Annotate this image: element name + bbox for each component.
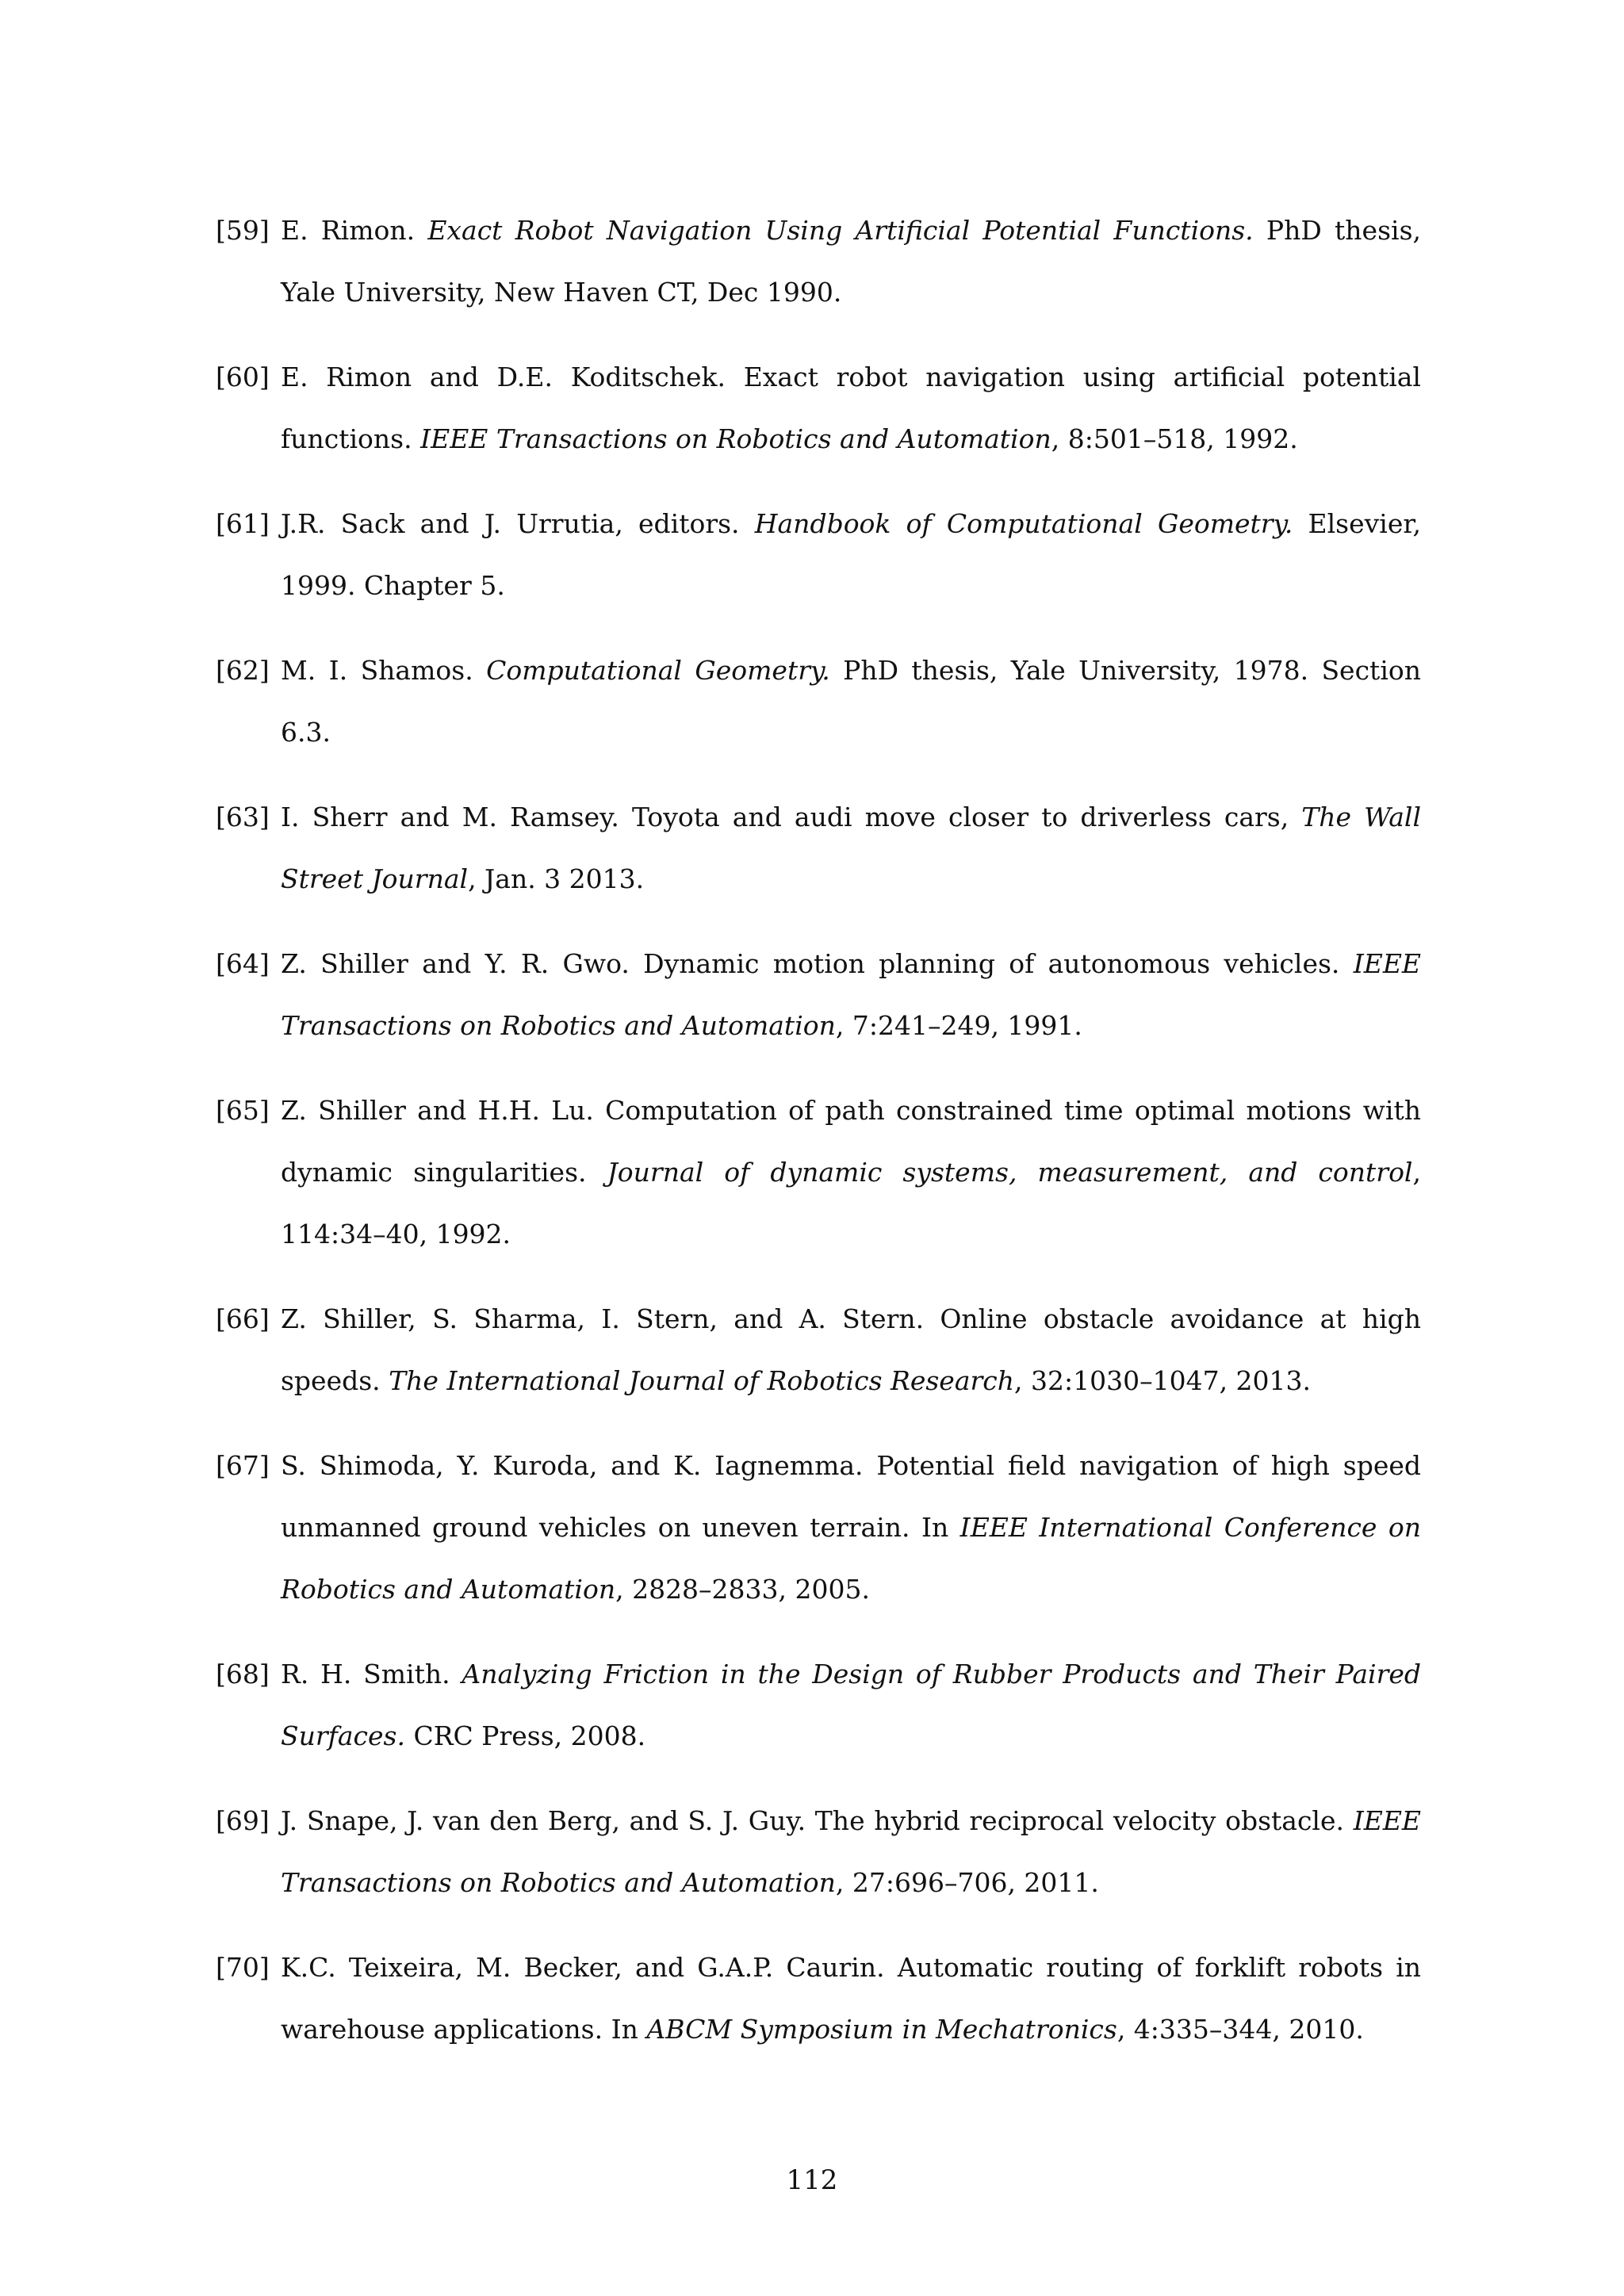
reference-text (281, 1805, 1421, 1898)
page-number: 112 (786, 2164, 838, 2196)
reference-number: [70] (216, 1952, 270, 1983)
reference-title-italic: Computational Geometry. (486, 655, 830, 686)
reference-text (281, 1303, 1421, 1396)
reference-entry (216, 640, 1421, 763)
reference-text (281, 802, 1421, 894)
reference-text-segment: R. H. Smith. (281, 1659, 462, 1689)
reference-number: [67] (216, 1450, 270, 1481)
reference-text-segment: Z. Shiller and H.H. Lu. Computation of path constrained time optimal motions with dynamic singularities. (281, 1095, 1421, 1188)
reference-text-segment: PhD thesis, Yale University, New Haven CT, Dec 1990. (281, 215, 1421, 308)
reference-text (281, 655, 1421, 748)
reference-text-segment: , 114:34–40, 1992. (281, 1157, 1421, 1249)
reference-title-italic: Exact Robot Navigation Using Artificial Potential Functions. (427, 215, 1254, 246)
reference-entry (216, 346, 1421, 470)
reference-number: [59] (216, 215, 270, 246)
reference-text-segment: Z. Shiller and Y. R. Gwo. Dynamic motion planning of autonomous vehicles. (281, 948, 1354, 979)
reference-title-italic: Analyzing Friction in the Design of Rubber Products and Their Paired Surfaces. (281, 1659, 1422, 1751)
reference-text-segment: Z. Shiller, S. Sharma, I. Stern, and A. Stern. Online obstacle avoidance at high speeds. (281, 1303, 1421, 1396)
reference-text-segment: , 27:696–706, 2011. (835, 1867, 1099, 1898)
reference-number: [60] (216, 362, 270, 392)
reference-text (281, 1952, 1421, 2045)
reference-text-segment: CRC Press, 2008. (404, 1720, 646, 1751)
reference-text (281, 1095, 1421, 1249)
reference-number: [61] (216, 508, 270, 539)
reference-title-italic: IEEE Transactions on Robotics and Automation (281, 1805, 1421, 1898)
reference-text-segment: , 8:501–518, 1992. (1051, 423, 1298, 454)
reference-text-segment: M. I. Shamos. (281, 655, 487, 686)
reference-entry (216, 933, 1421, 1057)
reference-entry (216, 1937, 1421, 2061)
reference-text-segment: , 4:335–344, 2010. (1116, 2014, 1364, 2045)
reference-title-italic: Journal of dynamic systems, measurement, and control (607, 1157, 1413, 1188)
reference-number: [63] (216, 802, 270, 832)
reference-text-segment: K.C. Teixeira, M. Becker, and G.A.P. Caurin. Automatic routing of forklift robots in warehouse applications. In (281, 1952, 1421, 2045)
reference-title-italic: IEEE Transactions on Robotics and Automation (281, 948, 1421, 1041)
reference-entry (216, 786, 1421, 910)
reference-text-segment: E. Rimon and D.E. Koditschek. Exact robot navigation using artificial potential functions. (281, 362, 1421, 454)
reference-number: [62] (216, 655, 270, 686)
reference-title-italic: IEEE Transactions on Robotics and Automation (420, 423, 1051, 454)
reference-text-segment: J. Snape, J. van den Berg, and S. J. Guy. The hybrid reciprocal velocity obstacle. (281, 1805, 1354, 1836)
reference-text-segment: E. Rimon. (281, 215, 428, 246)
reference-title-italic: The Wall Street Journal (281, 802, 1421, 894)
reference-list (216, 200, 1421, 2084)
reference-text (281, 1450, 1421, 1605)
reference-entry (216, 493, 1421, 617)
reference-entry (216, 200, 1421, 323)
reference-title-italic: The International Journal of Robotics Research (389, 1365, 1015, 1396)
reference-text-segment: , 7:241–249, 1991. (835, 1010, 1082, 1041)
reference-text-segment: I. Sherr and M. Ramsey. Toyota and audi move closer to driverless cars, (281, 802, 1302, 832)
reference-number: [64] (216, 948, 270, 979)
reference-text-segment: , Jan. 3 2013. (468, 863, 645, 894)
reference-text-segment: PhD thesis, Yale University, 1978. Section 6.3. (281, 655, 1421, 748)
reference-number: [68] (216, 1659, 270, 1689)
reference-entry (216, 1435, 1421, 1621)
reference-text-segment: J.R. Sack and J. Urrutia, editors. (281, 508, 755, 539)
reference-title-italic: Handbook of Computational Geometry. (754, 508, 1293, 539)
reference-text (281, 1659, 1421, 1751)
reference-text-segment: , 32:1030–1047, 2013. (1014, 1365, 1312, 1396)
reference-entry (216, 1080, 1421, 1265)
reference-text (281, 215, 1421, 308)
reference-number: [65] (216, 1095, 270, 1126)
reference-title-italic: IEEE International Conference on Robotics and Automation (281, 1512, 1421, 1605)
reference-text (281, 948, 1421, 1041)
reference-title-italic: ABCM Symposium in Mechatronics (646, 2014, 1117, 2045)
reference-number: [69] (216, 1805, 270, 1836)
reference-entry (216, 1644, 1421, 1767)
reference-entry (216, 1790, 1421, 1914)
reference-entry (216, 1288, 1421, 1412)
reference-number: [66] (216, 1303, 270, 1334)
reference-text-segment: S. Shimoda, Y. Kuroda, and K. Iagnemma. Potential field navigation of high speed unmanned ground vehicles on uneven terrain. In (281, 1450, 1421, 1543)
reference-text (281, 508, 1421, 601)
reference-text-segment: Elsevier, 1999. Chapter 5. (281, 508, 1421, 601)
reference-text (281, 362, 1421, 454)
reference-text-segment: , 2828–2833, 2005. (615, 1574, 870, 1605)
